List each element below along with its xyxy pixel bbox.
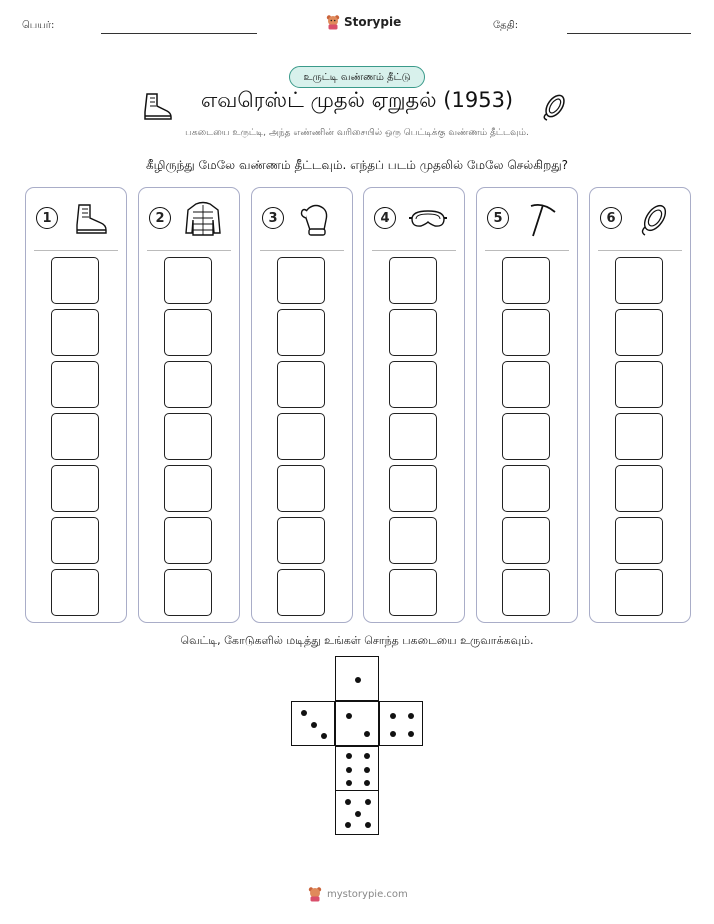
- dice-pip: [346, 713, 352, 719]
- column-3: [251, 187, 353, 623]
- boot-icon: [70, 200, 110, 238]
- color-box[interactable]: [502, 413, 550, 460]
- color-box[interactable]: [51, 257, 99, 304]
- color-box[interactable]: [502, 517, 550, 564]
- dice-face-2: [335, 701, 379, 746]
- rope-icon: [634, 200, 674, 238]
- color-box[interactable]: [502, 569, 550, 616]
- color-box[interactable]: [389, 465, 437, 512]
- dice-pip: [364, 780, 370, 786]
- color-box[interactable]: [502, 309, 550, 356]
- color-box[interactable]: [389, 413, 437, 460]
- color-box[interactable]: [164, 257, 212, 304]
- color-box[interactable]: [615, 257, 663, 304]
- dice-pip: [311, 722, 317, 728]
- color-box[interactable]: [389, 309, 437, 356]
- dice-face-6: [335, 746, 379, 791]
- color-box[interactable]: [51, 517, 99, 564]
- brand-logo: [326, 14, 401, 30]
- jacket-icon: [183, 200, 223, 238]
- footer: [308, 886, 408, 902]
- column-number: 6: [600, 207, 622, 229]
- column-2: [138, 187, 240, 623]
- page-title: எவரெஸ்ட் முதல் ஏறுதல் (1953): [200, 88, 514, 112]
- column-number: 3: [262, 207, 284, 229]
- column-number: 1: [36, 207, 58, 229]
- column-number: 5: [487, 207, 509, 229]
- color-box[interactable]: [615, 517, 663, 564]
- footer-url[interactable]: mystorypie.com: [327, 888, 408, 900]
- dice-face-4: [379, 701, 423, 746]
- dice-face-1: [335, 656, 379, 701]
- question: கீழிருந்து மேலே வண்ணம் தீட்டவும். எந்தப் படம் முதலில் மேலே செல்கிறது?: [145, 158, 569, 172]
- dice-pip: [408, 731, 414, 737]
- color-box[interactable]: [51, 569, 99, 616]
- dice-face-5: [335, 790, 379, 835]
- subtitle: பகடையை உருட்டி, அந்த எண்ணின் வரிசையில் ஒரு பெட்டிக்கு வண்ணம் தீட்டவும்.: [185, 128, 529, 138]
- dice-pip: [355, 811, 361, 817]
- color-box[interactable]: [164, 517, 212, 564]
- dice-pip: [301, 710, 307, 716]
- dice-pip: [365, 822, 371, 828]
- color-box[interactable]: [615, 361, 663, 408]
- dice-pip: [345, 799, 351, 805]
- dice-pip: [408, 713, 414, 719]
- color-box[interactable]: [502, 257, 550, 304]
- activity-badge: உருட்டி வண்ணம் தீட்டு: [289, 66, 425, 88]
- color-box[interactable]: [502, 361, 550, 408]
- dice-pip: [345, 822, 351, 828]
- color-box[interactable]: [615, 309, 663, 356]
- dice-pip: [346, 767, 352, 773]
- divider: [34, 250, 118, 251]
- bear-logo-icon: [308, 886, 322, 902]
- color-box[interactable]: [51, 413, 99, 460]
- divider: [598, 250, 682, 251]
- color-box[interactable]: [277, 257, 325, 304]
- color-box[interactable]: [51, 465, 99, 512]
- dice-instruction: வெட்டி, கோடுகளில் மடித்து உங்கள் சொந்த பகடையை உருவாக்கவும்.: [180, 634, 534, 647]
- name-label: பெயர்:: [22, 20, 55, 31]
- dice-pip: [346, 753, 352, 759]
- color-box[interactable]: [164, 361, 212, 408]
- color-box[interactable]: [164, 413, 212, 460]
- color-box[interactable]: [277, 569, 325, 616]
- rope-icon: [538, 90, 572, 122]
- color-box[interactable]: [51, 361, 99, 408]
- color-box[interactable]: [389, 569, 437, 616]
- dice-pip: [364, 753, 370, 759]
- divider: [372, 250, 456, 251]
- color-box[interactable]: [389, 517, 437, 564]
- color-box[interactable]: [615, 413, 663, 460]
- color-box[interactable]: [51, 309, 99, 356]
- dice-pip: [365, 799, 371, 805]
- date-label: தேதி:: [493, 20, 519, 31]
- divider: [485, 250, 569, 251]
- color-box[interactable]: [277, 361, 325, 408]
- color-box[interactable]: [277, 465, 325, 512]
- column-1: [25, 187, 127, 623]
- color-box[interactable]: [502, 465, 550, 512]
- color-box[interactable]: [164, 465, 212, 512]
- dice-pip: [346, 780, 352, 786]
- color-box[interactable]: [277, 309, 325, 356]
- color-box[interactable]: [164, 569, 212, 616]
- ice-axe-icon: [521, 200, 561, 238]
- dice-face-3: [291, 701, 335, 746]
- color-box[interactable]: [277, 517, 325, 564]
- color-box[interactable]: [277, 413, 325, 460]
- date-line[interactable]: [567, 33, 691, 34]
- color-box[interactable]: [164, 309, 212, 356]
- dice-pip: [364, 767, 370, 773]
- color-box[interactable]: [389, 361, 437, 408]
- divider: [147, 250, 231, 251]
- column-6: [589, 187, 691, 623]
- column-5: [476, 187, 578, 623]
- goggles-icon: [408, 200, 448, 238]
- color-box[interactable]: [389, 257, 437, 304]
- name-line[interactable]: [101, 33, 257, 34]
- dice-pip: [355, 677, 361, 683]
- mitten-icon: [296, 200, 336, 238]
- dice-pip: [390, 713, 396, 719]
- column-4: [363, 187, 465, 623]
- color-box[interactable]: [615, 569, 663, 616]
- column-number: 4: [374, 207, 396, 229]
- color-box[interactable]: [615, 465, 663, 512]
- brand-name: Storypie: [344, 15, 402, 29]
- dice-pip: [390, 731, 396, 737]
- dice-pip: [321, 733, 327, 739]
- dice-pip: [364, 731, 370, 737]
- bear-logo-icon: [326, 14, 340, 30]
- column-number: 2: [149, 207, 171, 229]
- divider: [260, 250, 344, 251]
